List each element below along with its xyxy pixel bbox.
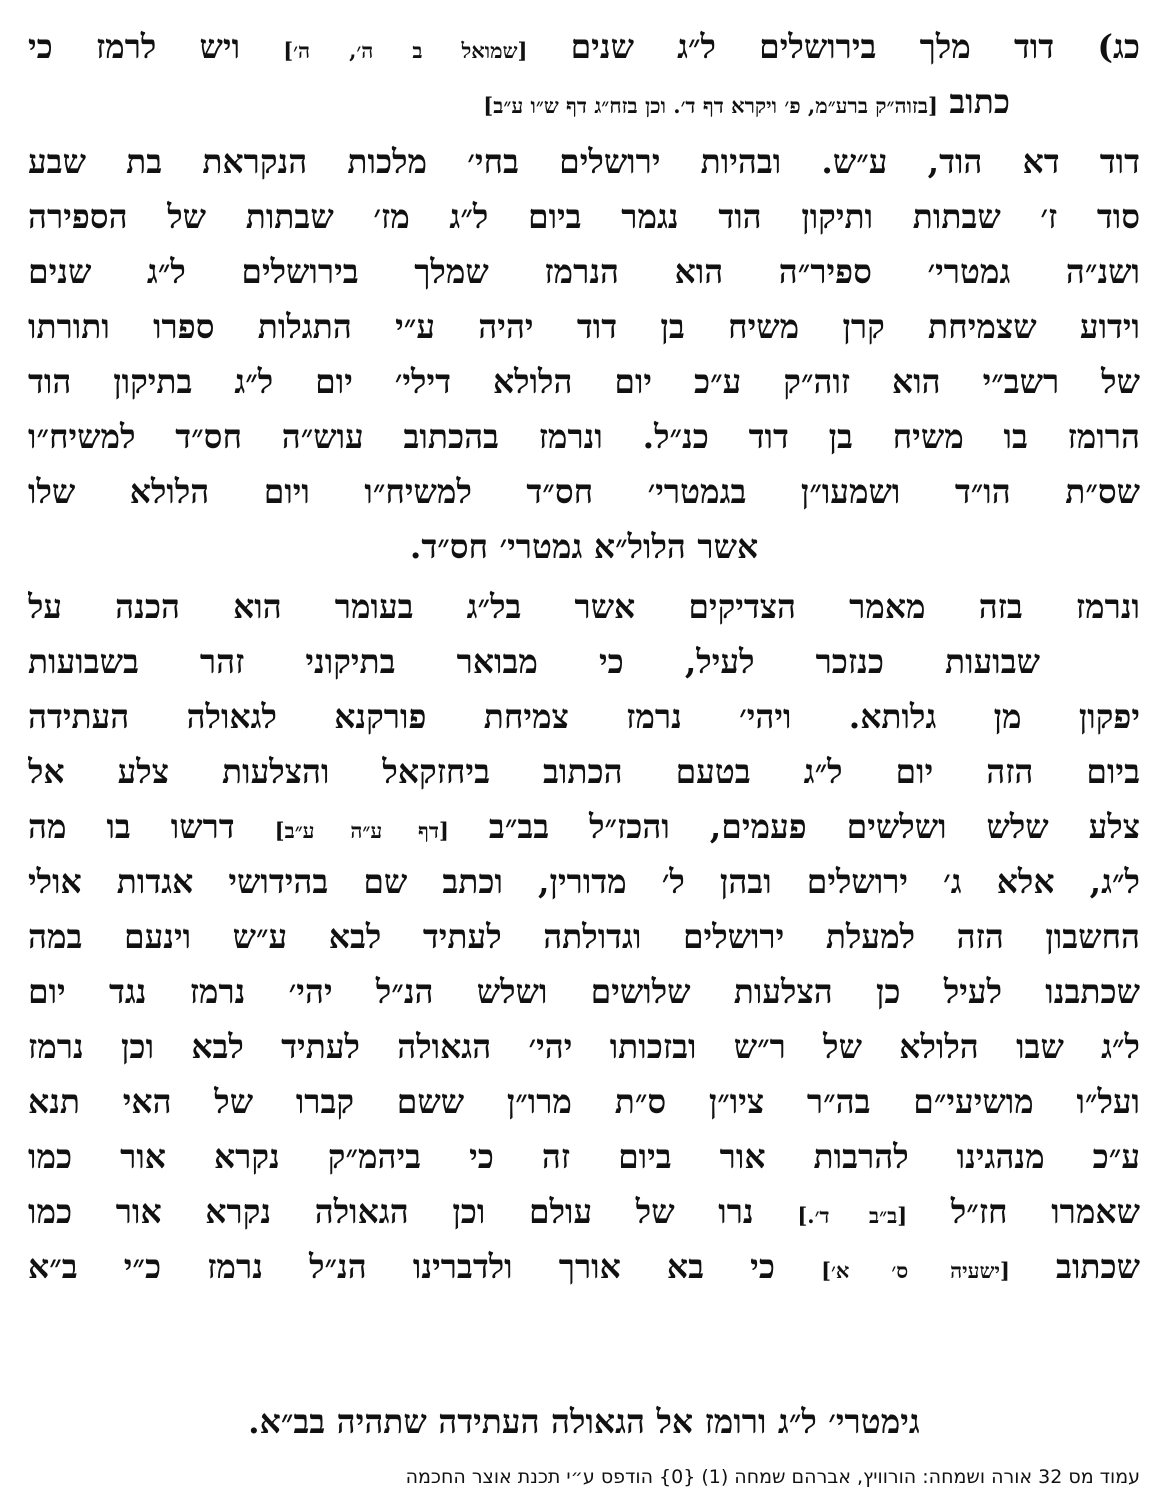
text-line-13: יפקון מן גלותא. ויהי׳ נרמז צמיחת פורקנא לגאולה העתידה [28,697,1140,736]
line-23-text: שכתוב [1056,1247,1140,1286]
line-22-reference: [ב״ב ד׳.] [797,1203,908,1228]
text-line-4: סוד ז׳ שבתות ותיקון הוד נגמר ביום ל״ג מז׳ שבתות של הספירה [28,197,1140,236]
text-line-18: שכתבנו לעיל כן הצלעות שלושים ושלש הנ״ל יהי׳ נרמז נגד יום [28,972,1140,1011]
text-line-20: ועל״ו מושיעי״ם בה״ר ציו״ן ס״ת מרו״ן ששם קברו של האי תנא [28,1082,1140,1121]
text-line-16: ל״ג, אלא ג׳ ירושלים ובהן ל׳ מדורין, וכתב שם בהידושי אגדות אולי [28,862,1140,901]
text-line-10: אשר הלול״א גמטרי׳ חס״ד. [409,527,759,566]
text-line-5: ושנ״ה גמטרי׳ ספיר״ה הוא הנרמז שמלך בירושלים ל״ג שנים [28,252,1140,291]
text-line-15 [28,804,1140,850]
line-1-tail: ויש לרמז כי [28,27,241,66]
line-2-text: כתוב [949,82,1010,121]
text-line-14: ביום הזה יום ל״ג בטעם הכתוב ביחזקאל והצלעות צלע אל [28,752,1140,791]
line-15-tail: דרשו בו מה [28,807,235,846]
line-22-tail: נרו של עולם וכן הגאולה נקרא אור כמו [28,1192,754,1231]
text-line-12: שבועות כנזכר לעיל, כי מבואר בתיקוני זהר בשבועות [28,642,1040,681]
text-line-11: ונרמז בזה מאמר הצדיקים אשר בל״ג בעומר הוא הכנה על [28,587,1140,626]
line-23-tail: כי בא אורך ולדברינו הנ״ל נרמז כ״י ב״א [28,1247,775,1286]
line-22-text: שאמרו חז״ל [950,1192,1140,1231]
text-line-21: ע״כ מנהגינו להרבות אור ביום זה כי ביהמ״ק נקרא אור כמו [28,1137,1140,1176]
line-15-reference: [דף ע״ה ע״ב] [274,818,449,843]
text-line-1 [28,24,1140,70]
line-23-reference: [ישעיה ס׳ א׳] [821,1258,1010,1283]
text-line-9: שס״ת הו״ד ושמעו״ן בגמטרי׳ חס״ד למשיח״ו ויום הלולא שלו [28,472,1140,511]
line-1-reference: [שמואל ב ה׳, ה׳] [283,38,528,63]
text-line-8: הרומז בו משיח בן דוד כנ״ל. ונרמז בהכתוב עוש״ה חס״ד למשיח״ו [28,417,1140,456]
text-line-7: של רשב״י הוא זוה״ק ע״כ יום הלולא דילי׳ יום ל״ג בתיקון הוד [28,362,1140,401]
text-line-23 [28,1244,1140,1290]
text-line-22 [28,1189,1140,1235]
page-footer: עמוד מס 32 אורה ושמחה: הורוויץ, אברהם שמחה (1) {0} הודפס ע״י תכנת אוצר החכמה [405,1466,1140,1488]
text-line-6: וידוע שצמיחת קרן משיח בן דוד יהיה ע״י התגלות ספרו ותורתו [28,307,1140,346]
line-2-reference: [בזוה״ק ברע״מ, פ׳ ויקרא דף ד׳. וכן בזח״ג דף ש״ו ע״ב] [483,93,938,118]
text-line-19: ל״ג שבו הלולא של ר״ש ובזכותו יהי׳ הגאולה לעתיד לבא וכן נרמז [28,1027,1140,1066]
text-line-3: דוד דא הוד, ע״ש. ובהיות ירושלים בחי׳ מלכות הנקראת בת שבע [28,142,1140,181]
text-line-2 [28,79,1010,125]
text-line-17: החשבון הזה למעלת ירושלים וגדולתה לעתיד לבא ע״ש וינעם במה [28,917,1140,956]
text-line-24: גימטרי׳ ל״ג ורומז אל הגאולה העתידה שתהיה בב״א. [248,1402,920,1441]
line-1-text: כג) דוד מלך בירושלים ל״ג שנים [570,27,1140,66]
line-15-text: צלע שלש ושלשים פעמים, והכז״ל בב״ב [488,807,1140,846]
